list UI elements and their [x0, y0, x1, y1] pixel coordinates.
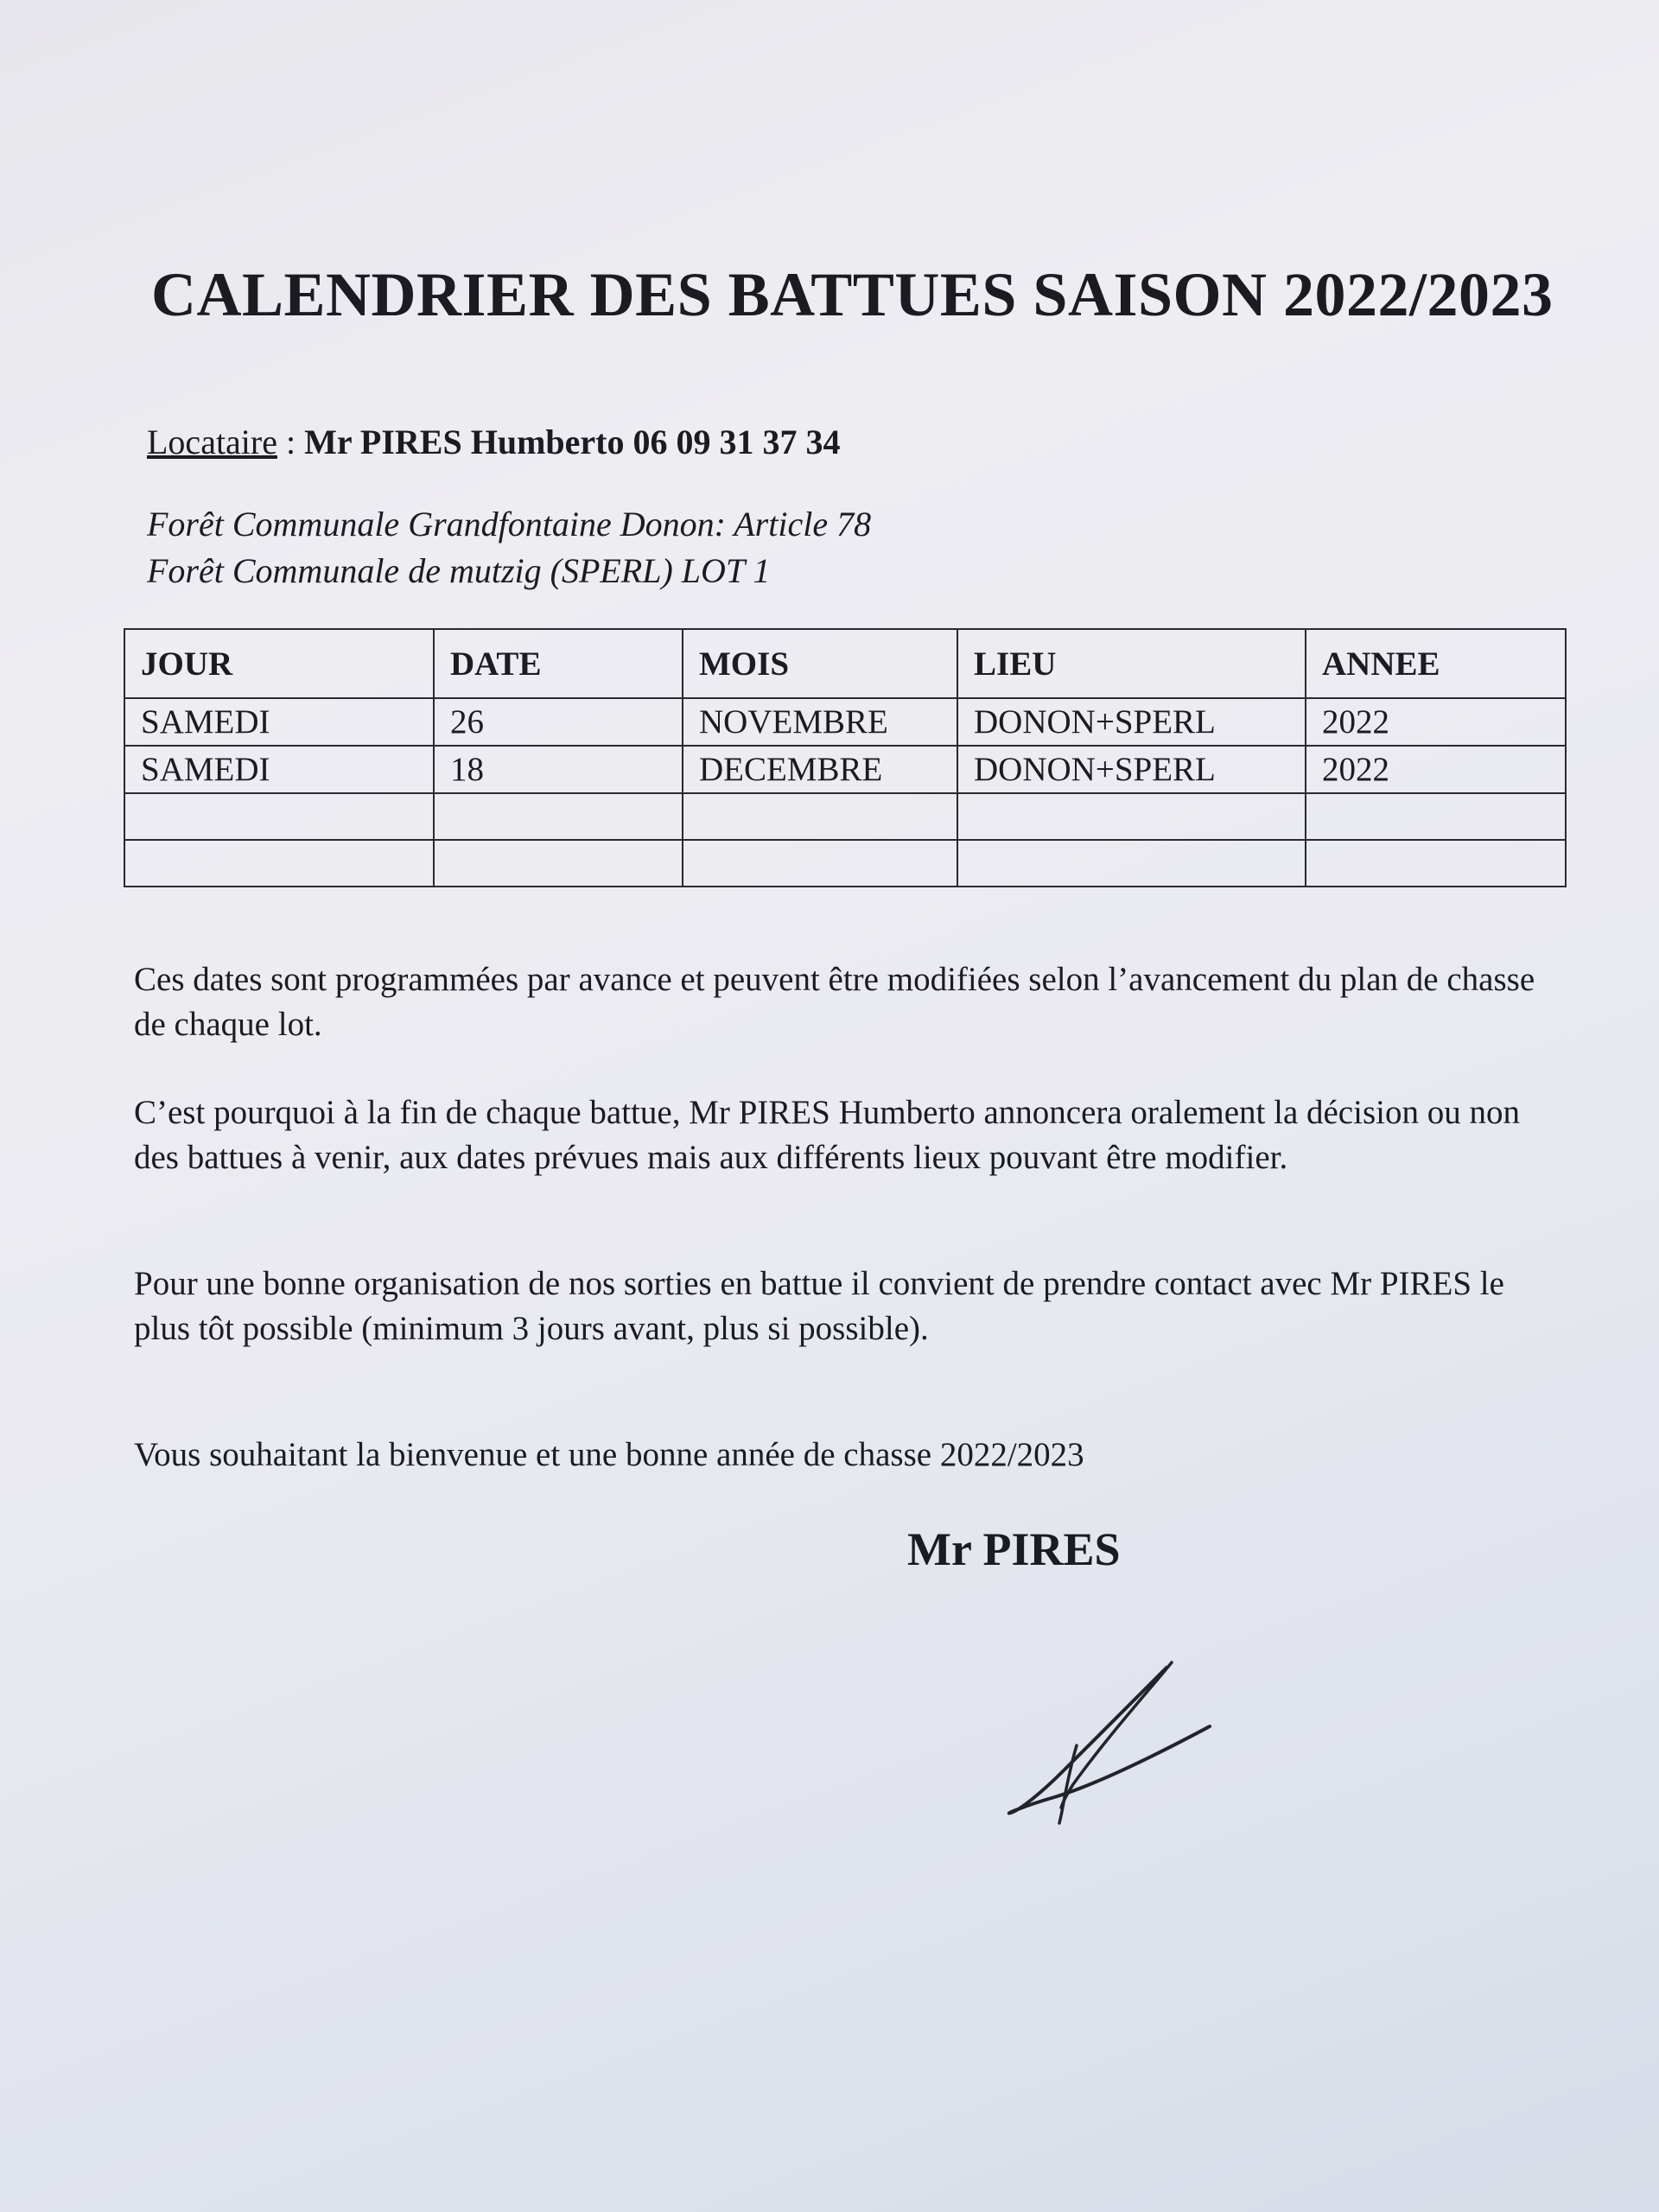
header-annee: ANNEE [1306, 629, 1566, 698]
locataire-label: Locataire [147, 423, 277, 461]
forest-line-2: Forêt Communale de mutzig (SPERL) LOT 1 [147, 551, 771, 590]
locataire-line [147, 422, 840, 462]
locataire-separator: : [277, 423, 305, 461]
table-row [124, 746, 1566, 793]
cell-jour: SAMEDI [124, 746, 434, 793]
paragraph-dates-info: Ces dates sont programmées par avance et peuvent être modifiées selon l’avancement du plan de chasse de chaque lot. [134, 961, 1535, 1043]
cell-lieu [957, 840, 1306, 887]
cell-date [434, 840, 683, 887]
battues-table [124, 628, 1567, 887]
document-title: CALENDRIER DES BATTUES SAISON 2022/2023 [151, 260, 1554, 329]
forest-line-1: Forêt Communale Grandfontaine Donon: Article 78 [147, 505, 872, 543]
cell-mois: NOVEMBRE [683, 698, 957, 746]
paragraph-announcement: C’est pourquoi à la fin de chaque battue, Mr PIRES Humberto annoncera oralement la décision ou non des battues à venir, aux dates prévues mais aux différents lieux pouvant être modifier. [134, 1094, 1520, 1176]
paragraph-welcome: Vous souhaitant la bienvenue et une bonne année de chasse 2022/2023 [134, 1436, 1084, 1473]
paragraph-contact: Pour une bonne organisation de nos sorties en battue il convient de prendre contact avec Mr PIRES le plus tôt possible (minimum 3 jours avant, plus si possible). [134, 1265, 1504, 1347]
cell-lieu [957, 793, 1306, 840]
cell-jour: SAMEDI [124, 698, 434, 746]
cell-annee: 2022 [1306, 746, 1566, 793]
cell-lieu: DONON+SPERL [957, 698, 1306, 746]
locataire-value: Mr PIRES Humberto 06 09 31 37 34 [304, 423, 841, 461]
header-date: DATE [434, 629, 683, 698]
cell-annee [1306, 793, 1566, 840]
cell-lieu: DONON+SPERL [957, 746, 1306, 793]
cell-annee [1306, 840, 1566, 887]
table-row [124, 840, 1566, 887]
table-row [124, 793, 1566, 840]
cell-annee: 2022 [1306, 698, 1566, 746]
cell-date [434, 793, 683, 840]
cell-mois [683, 840, 957, 887]
cell-mois: DECEMBRE [683, 746, 957, 793]
cell-mois [683, 793, 957, 840]
cell-date: 26 [434, 698, 683, 746]
cell-jour [124, 840, 434, 887]
header-lieu: LIEU [957, 629, 1306, 698]
header-mois: MOIS [683, 629, 957, 698]
signatory-name: Mr PIRES [907, 1523, 1121, 1575]
cell-date: 18 [434, 746, 683, 793]
handwritten-signature-icon [994, 1659, 1218, 1832]
table-row [124, 698, 1566, 746]
table-header-row [124, 629, 1566, 698]
header-jour: JOUR [124, 629, 434, 698]
cell-jour [124, 793, 434, 840]
